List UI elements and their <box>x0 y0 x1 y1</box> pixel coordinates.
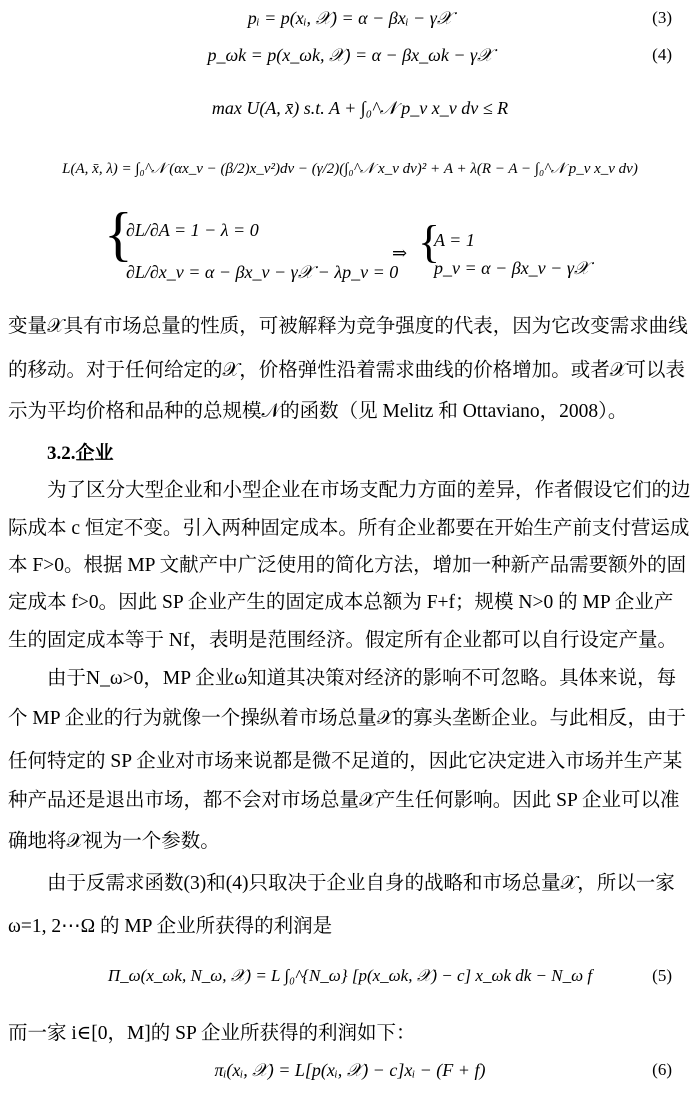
paragraph-1-line: 的移动。对于任何给定的𝒳，价格弹性沿着需求曲线的价格增加。或者𝒳可以表 <box>8 360 686 381</box>
equation-text: Π_ω(x_ωk, N_ω, 𝒳) = L ∫₀^{N_ω} [p(x_ωk, 𝒳) − c] x_ωk dk − N_ω f <box>107 966 593 985</box>
equation-3 <box>0 8 700 29</box>
section-heading: 3.2.企业 <box>47 443 114 464</box>
paragraph-1-line: 示为平均价格和品种的总规模𝒩的函数（见 Melitz 和 Ottaviano，2008）。 <box>8 401 628 422</box>
right-brace: { <box>418 216 441 267</box>
paragraph-2-line: 为了区分大型企业和小型企业在市场支配力方面的差异，作者假设它们的边 <box>47 480 691 501</box>
paragraph-3-line: 个 MP 企业的行为就像一个操纵着市场总量𝒳的寡头垄断企业。与此相反，由于 <box>8 708 686 729</box>
paragraph-2-line: 本 F>0。根据 MP 文献产中广泛使用的简化方法，增加一种新产品需要额外的固 <box>8 555 687 576</box>
equation-number: (6) <box>652 1060 672 1079</box>
equation-number: (5) <box>652 966 672 985</box>
equation-6 <box>0 1060 700 1081</box>
paragraph-1-line: 变量𝒳具有市场总量的性质，可被解释为竞争强度的代表，因为它改变需求曲线 <box>8 316 688 337</box>
equation-text: πᵢ(xᵢ, 𝒳) = L[p(xᵢ, 𝒳) − c]xᵢ − (F + f) <box>214 1060 486 1080</box>
solution-a: A = 1 <box>434 230 475 250</box>
optimization-problem: max U(A, x̄) s.t. A + ∫₀^𝒩 p_ν x_ν dν ≤ R <box>211 98 509 118</box>
paragraph-3-line: 由于N_ω>0，MP 企业ω知道其决策对经济的影响不可忽略。具体来说，每 <box>47 668 677 689</box>
paragraph-2-line: 生的固定成本等于 Nf，表明是范围经济。假定所有企业都可以自行设定产量。 <box>8 630 677 651</box>
equation-number: (4) <box>652 45 672 64</box>
foc-a: ∂L/∂A = 1 − λ = 0 <box>126 220 259 240</box>
foc-x: ∂L/∂x_ν = α − βx_ν − γ𝒳 − λp_ν = 0 <box>126 262 399 282</box>
paragraph-2-line: 定成本 f>0。因此 SP 企业产生的固定成本总额为 F+f；规模 N>0 的 MP 企业产 <box>8 592 674 613</box>
paragraph-4-line: ω=1, 2⋯Ω 的 MP 企业所获得的利润是 <box>8 916 333 937</box>
implies-arrow: ⇒ <box>392 243 408 263</box>
paragraph-4-line: 由于反需求函数(3)和(4)只取决于企业自身的战略和市场总量𝒳，所以一家 <box>47 873 675 894</box>
solution-p: p_ν = α − βx_ν − γ𝒳 <box>434 258 590 278</box>
equation-4 <box>0 45 700 66</box>
paragraph-3-line: 任何特定的 SP 企业对市场来说都是微不足道的，因此它决定进入市场并生产某 <box>8 751 683 772</box>
paragraph-3-line: 种产品还是退出市场，都不会对市场总量𝒳产生任何影响。因此 SP 企业可以准 <box>8 790 680 811</box>
equation-text: p_ωk = p(x_ωk, 𝒳) = α − βx_ωk − γ𝒳 <box>207 45 493 65</box>
paragraph-2-line: 际成本 c 恒定不变。引入两种固定成本。所有企业都要在开始生产前支付营运成 <box>8 518 690 539</box>
equation-5 <box>0 966 700 986</box>
equation-text: pᵢ = p(xᵢ, 𝒳) = α − βxᵢ − γ𝒳 <box>247 8 453 28</box>
paragraph-5-line: 而一家 i∈[0，M]的 SP 企业所获得的利润如下： <box>8 1023 416 1044</box>
equation-number: (3) <box>652 8 672 27</box>
lagrangian-equation: L(A, x̄, λ) = ∫₀^𝒩 (αx_ν − (β/2)x_ν²)dν − (γ/2)(∫₀^𝒩 x_ν dν)² + A + λ(R − A − ∫₀^𝒩 p_ν x_ν dν) <box>62 161 638 177</box>
paragraph-3-line: 确地将𝒳视为一个参数。 <box>8 831 220 852</box>
left-brace: { <box>104 201 133 267</box>
